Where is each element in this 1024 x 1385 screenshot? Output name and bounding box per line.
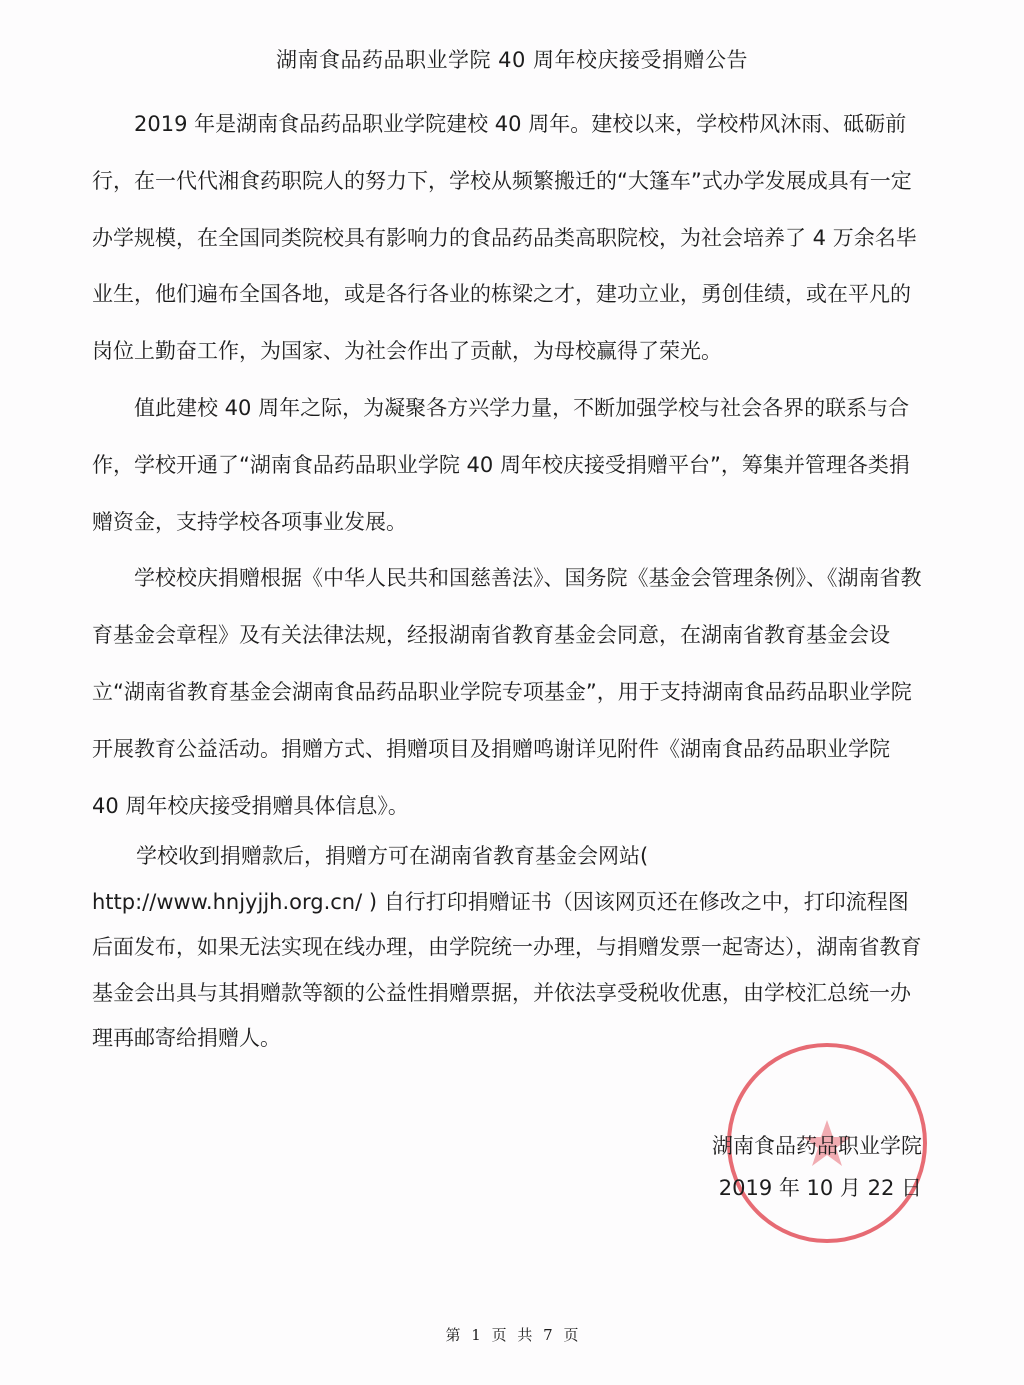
- paragraph-legal-basis: 学校校庆捐赠根据《中华人民共和国慈善法》、国务院《基金会管理条例》、《湖南省教育基金会章程》及有关法律法规，经报湖南省教育基金会同意，在湖南省教育基金会设立“湖南省教育基金会湖南食品药品职业学院专项基金”，用于支持湖南食品药品职业学院开展教育公益活动。捐赠方式、捐赠项目及捐赠鸣谢详见附件《湖南食品药品职业学院 40 周年校庆接受捐赠具体信息》。: [92, 566, 922, 818]
- document-body: [92, 96, 922, 1061]
- paragraph-donation-platform: 值此建校 40 周年之际，为凝聚各方兴学力量，不断加强学校与社会各界的联系与合作，学校开通了“湖南食品药品职业学院 40 周年校庆接受捐赠平台”，筹集并管理各类捐赠资金，支持学校各项事业发展。: [92, 395, 910, 534]
- paragraph-anniversary: 2019 年是湖南食品药品职业学院建校 40 周年。建校以来，学校栉风沐雨、砥砺前行，在一代代湘食药职院人的努力下，学校从频繁搬迁的“大篷车”式办学发展成具有一定办学规模，在全国同类院校具有影响力的食品药品类高职院校，为社会培养了 4 万余名毕业生，他们遍布全国各地，或是各行各业的栋梁之才，建功立业，勇创佳绩，或在平凡的岗位上勤奋工作，为国家、为社会作出了贡献，为母校赢得了荣光。: [92, 112, 917, 364]
- page-footer: 第 1 页 共 7 页: [445, 1326, 579, 1344]
- signature-date: 2019 年 10 月 22 日: [718, 1176, 922, 1200]
- signature-organization: 湖南食品药品职业学院: [712, 1134, 922, 1158]
- document-title: 湖南食品药品职业学院 40 周年校庆接受捐赠公告: [275, 48, 749, 72]
- paragraph-certificate: 学校收到捐赠款后，捐赠方可在湖南省教育基金会网站( http://www.hnjyjjh.org.cn/ ) 自行打印捐赠证书（因该网页还在修改之中，打印流程图后面发布，如果无法实现在线办理，由学院统一办理，与捐赠发票一起寄达），湖南省教育基金会出具与其捐赠款等额的公益性捐赠票据，并依法享受税收优惠，由学校汇总统一办理再邮寄给捐赠人。: [92, 844, 922, 1050]
